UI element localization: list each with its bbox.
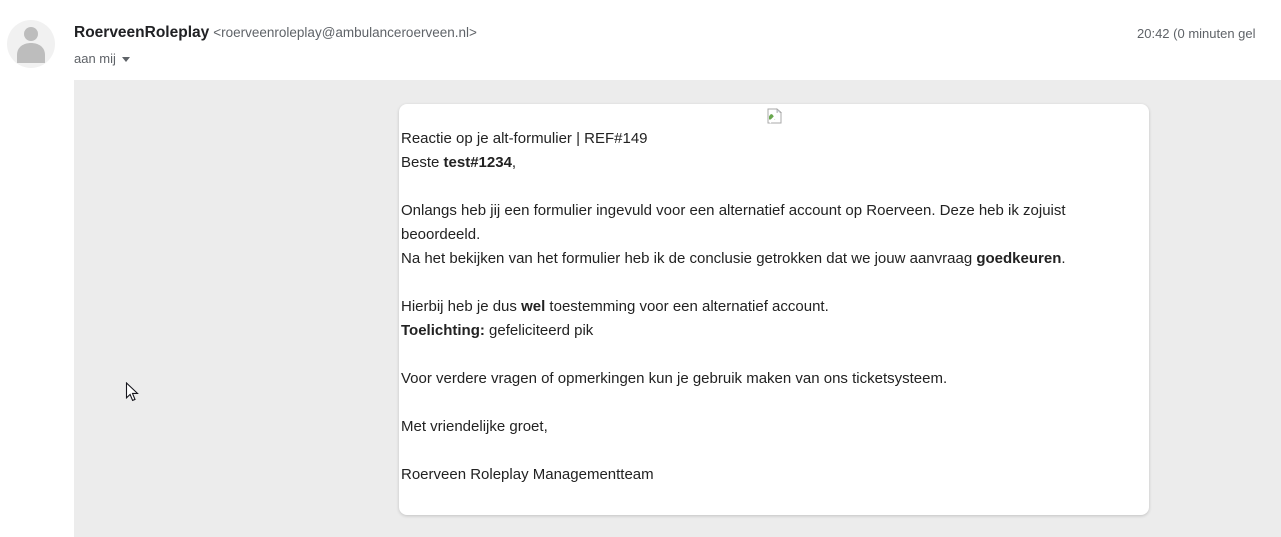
sender-line — [74, 24, 477, 42]
body-line: beoordeeld. — [401, 226, 481, 243]
body-line: Voor verdere vragen of opmerkingen kun je gebruik maken van ons ticketsysteem. — [401, 370, 948, 387]
email-body-text — [399, 127, 1149, 487]
sender-email: <roerveenroleplay@ambulanceroerveen.nl> — [213, 25, 477, 40]
chevron-down-icon — [122, 57, 130, 62]
email-card — [399, 104, 1149, 515]
email-timestamp: 20:42 (0 minuten gel — [1137, 26, 1256, 41]
body-line: Reactie op je alt-formulier | REF#149 — [401, 130, 648, 147]
email-content-area — [74, 80, 1281, 537]
body-line: Met vriendelijke groet, — [401, 418, 548, 435]
recipient-label: aan mij — [74, 50, 116, 66]
body-line — [401, 175, 1149, 199]
body-line — [401, 343, 1149, 367]
body-line: Toelichting: gefeliciteerd pik — [401, 322, 594, 339]
body-line: Roerveen Roleplay Managementteam — [401, 466, 654, 483]
body-line: Na het bekijken van het formulier heb ik de conclusie getrokken dat we jouw aanvraag goedkeuren. — [401, 250, 1066, 267]
broken-image-icon — [765, 112, 783, 129]
body-line: Beste test#1234, — [401, 154, 517, 171]
body-line — [401, 439, 1149, 463]
body-line: Onlangs heb jij een formulier ingevuld voor een alternatief account op Roerveen. Deze heb ik zojuist — [401, 202, 1066, 219]
sender-name[interactable]: RoerveenRoleplay — [74, 24, 210, 41]
sender-avatar[interactable] — [7, 20, 55, 68]
person-icon — [7, 20, 55, 68]
body-line: Hierbij heb je dus wel toestemming voor een alternatief account. — [401, 298, 829, 315]
body-line — [401, 271, 1149, 295]
recipient-details-toggle[interactable] — [74, 49, 130, 67]
body-line — [401, 391, 1149, 415]
embedded-image-row — [399, 107, 1149, 125]
